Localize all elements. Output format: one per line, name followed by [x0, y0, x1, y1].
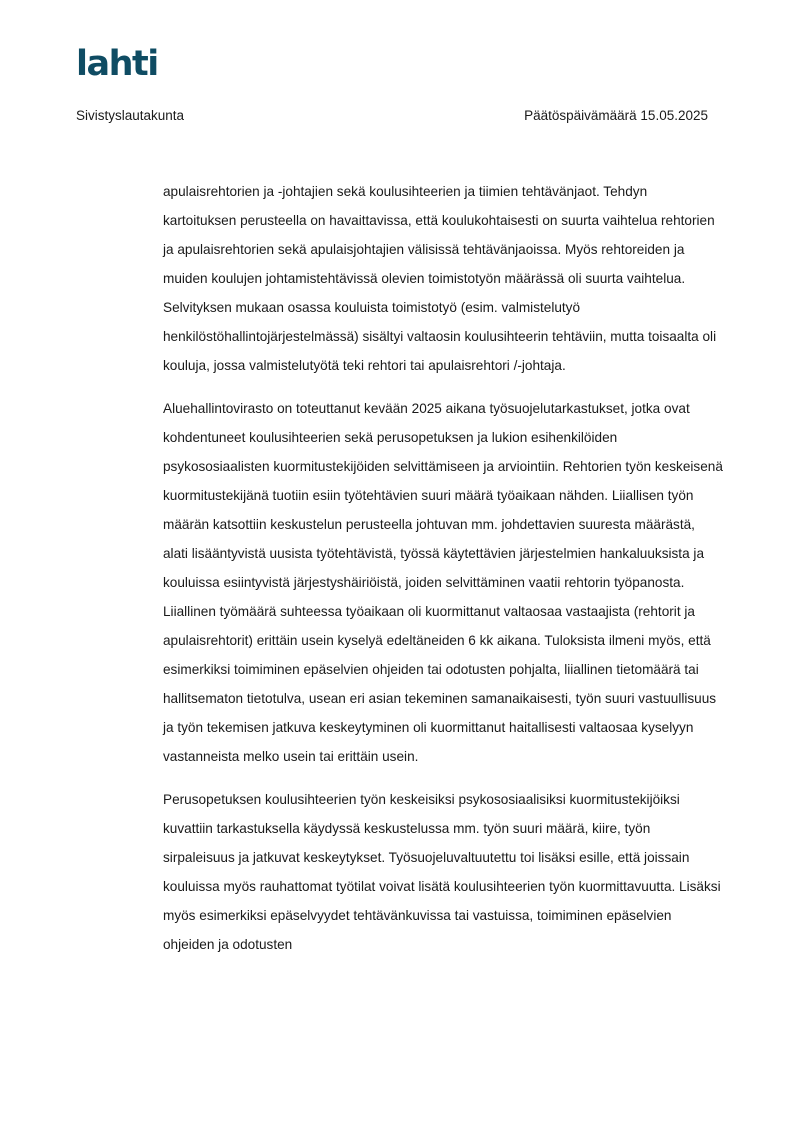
paragraph-2: Aluehallintovirasto on toteuttanut kevään 2025 aikana työsuojelutarkastukset, jotka ovat kohdentuneet koulusihteerien sekä perusopetuksen ja lukion esihenkilöiden psykososiaalisten kuormitustekijöiden selvittämiseen ja arviointiin. Rehtorien työn keskeisenä kuormitustekijänä tuotiin esiin työtehtävien suuri määrä työaikaan nähden. Liiallisen työn määrän katsottiin keskustelun perusteella johtuvan mm. johdettavien suuresta määrästä, alati lisääntyvistä uusista työtehtävistä, työssä käytettävien järjestelmien hankaluuksista ja kouluissa esiintyvistä järjestyshäiriöistä, joiden selvittäminen vaatii rehtorin työpanosta. Liiallinen työmäärä suhteessa työaikaan oli kuormittanut valtaosaa vastaajista (rehtorit ja apulaisrehtorit) erittäin usein kyselyä edeltäneiden 6 kk aikana. Tuloksista ilmeni myös, että esimerkiksi toimiminen epäselvien ohjeiden tai odotusten pohjalta, liiallinen tietomäärä tai hallitsematon tietotulva, usean eri asian tekeminen samanaikaisesti, työn suuri vastuullisuus ja työn tekemisen jatkuva keskeytyminen oli kuormittanut haitallisesti valtaosaa kyselyyn vastanneista melko usein tai erittäin usein. [163, 401, 723, 764]
decision-date: Päätöspäivämäärä 15.05.2025 [524, 108, 708, 123]
document-body [163, 177, 723, 973]
paragraph-3: Perusopetuksen koulusihteerien työn keskeisiksi psykososiaalisiksi kuormitustekijöiksi kuvattiin tarkastuksella käydyssä keskustelussa mm. työn suuri määrä, kiire, työn sirpaleisuus ja jatkuvat keskeytykset. Työsuojeluvaltuutettu toi lisäksi esille, että joissain kouluissa myös rauhattomat työtilat voivat lisätä koulusihteerien työn kuormittavuutta. Lisäksi myös esimerkiksi epäselvyydet tehtävänkuvissa tai vastuissa, toimiminen epäselvien ohjeiden ja odotusten [163, 792, 721, 952]
paragraph-1: apulaisrehtorien ja -johtajien sekä koulusihteerien ja tiimien tehtävänjaot. Tehdyn kartoituksen perusteella on havaittavissa, että koulukohtaisesti on suurta vaihtelua rehtorien ja apulaisrehtorien sekä apulaisjohtajien välisissä tehtävänjaoissa. Myös rehtoreiden ja muiden koulujen johtamistehtävissä olevien toimistotyön määrässä oli suurta vaihtelua. Selvityksen mukaan osassa kouluista toimistotyö (esim. valmistelutyö henkilöstöhallintojärjestelmässä) sisältyi valtaosin koulusihteerin tehtäviin, mutta toisaalta oli kouluja, jossa valmistelutyötä teki rehtori tai apulaisrehtori /-johtaja. [163, 184, 717, 373]
organization-name: Sivistyslautakunta [76, 108, 185, 123]
document-header [76, 106, 708, 126]
lahti-logo: lahti [76, 44, 158, 84]
